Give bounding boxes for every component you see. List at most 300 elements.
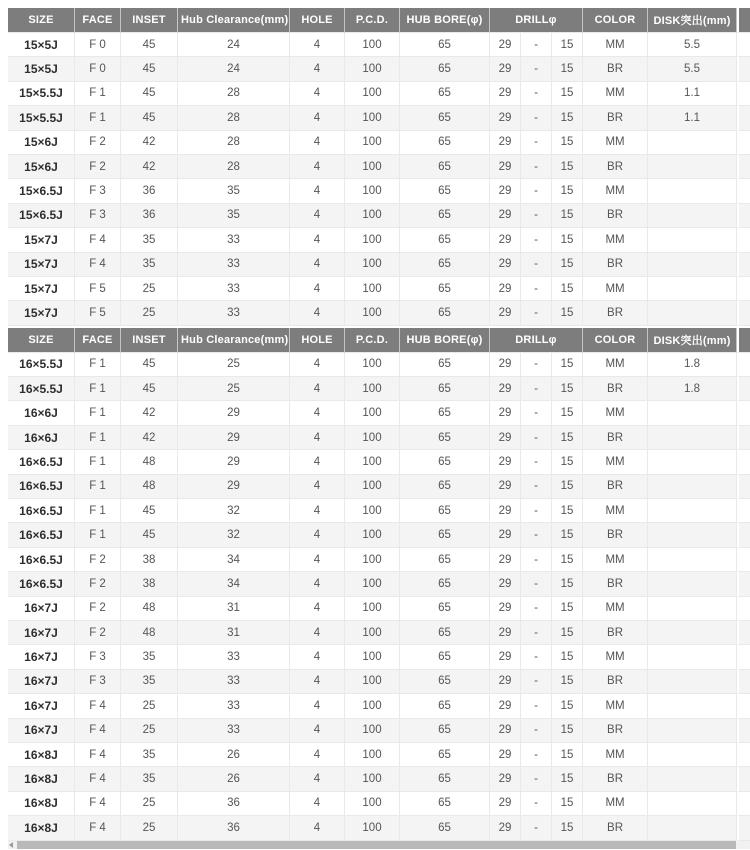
cut-off-cell [737, 597, 750, 621]
cell: 100 [345, 179, 400, 203]
cell: 65 [400, 401, 490, 425]
cut-off-cell [737, 523, 750, 547]
size-cell: 16×6.5J [8, 572, 75, 596]
cell: BR [583, 57, 648, 81]
cell: BR [583, 523, 648, 547]
cell: 100 [345, 377, 400, 401]
cell [648, 743, 737, 767]
cell: F 1 [75, 499, 121, 523]
cell: 36 [121, 204, 178, 228]
cell: 45 [121, 82, 178, 106]
cell: 4 [290, 106, 345, 130]
cell: 36 [178, 816, 290, 840]
table-row [8, 353, 750, 377]
cell: 38 [121, 572, 178, 596]
cell: 100 [345, 401, 400, 425]
column-header: Hub Clearance(mm) [178, 328, 290, 353]
size-cell: 16×8J [8, 792, 75, 816]
size-cell: 16×5.5J [8, 377, 75, 401]
cell: 4 [290, 792, 345, 816]
cell: 100 [345, 301, 400, 325]
cut-off-cell [737, 179, 750, 203]
size-cell: 15×7J [8, 253, 75, 277]
cell: F 2 [75, 597, 121, 621]
cell: F 3 [75, 670, 121, 694]
cell: MM [583, 597, 648, 621]
cell: F 2 [75, 572, 121, 596]
cell: 100 [345, 645, 400, 669]
cell: 15 [552, 767, 583, 791]
cell: F 4 [75, 767, 121, 791]
cell: 4 [290, 499, 345, 523]
cell: 33 [178, 301, 290, 325]
cell: - [521, 816, 552, 840]
cell: 100 [345, 57, 400, 81]
cell: 28 [178, 106, 290, 130]
cell: 29 [490, 179, 521, 203]
cell: 25 [121, 277, 178, 301]
cell: 4 [290, 228, 345, 252]
cell: MM [583, 33, 648, 57]
cell: 29 [490, 572, 521, 596]
cell: F 1 [75, 523, 121, 547]
cell: 4 [290, 719, 345, 743]
cell: 33 [178, 277, 290, 301]
table-row [8, 743, 750, 767]
cell: - [521, 253, 552, 277]
cut-off-cell [737, 33, 750, 57]
table-row [8, 719, 750, 743]
cut-off-cell [737, 253, 750, 277]
cell: 15 [552, 401, 583, 425]
cell: 15 [552, 450, 583, 474]
cell [648, 645, 737, 669]
cell: 29 [490, 401, 521, 425]
column-header: HUB BORE(φ) [400, 328, 490, 353]
cut-off-column-header [737, 328, 750, 353]
cell: 5.5 [648, 33, 737, 57]
cell: 15 [552, 694, 583, 718]
table-row [8, 179, 750, 203]
cell: 29 [490, 694, 521, 718]
table-row [8, 499, 750, 523]
cell: 25 [121, 301, 178, 325]
cell: - [521, 353, 552, 377]
cell: 25 [121, 816, 178, 840]
cell: 15 [552, 179, 583, 203]
cut-off-cell [737, 767, 750, 791]
cell: 15 [552, 572, 583, 596]
cell: 29 [490, 253, 521, 277]
cell: - [521, 179, 552, 203]
size-cell: 16×8J [8, 767, 75, 791]
cell: 1.1 [648, 82, 737, 106]
cell: 100 [345, 204, 400, 228]
cell: 65 [400, 499, 490, 523]
cell: - [521, 670, 552, 694]
cell: 45 [121, 57, 178, 81]
scrollbar-thumb[interactable] [17, 841, 736, 849]
cell: 4 [290, 645, 345, 669]
cell: 36 [121, 179, 178, 203]
cell: 4 [290, 179, 345, 203]
cell: MM [583, 792, 648, 816]
cell: 100 [345, 548, 400, 572]
cut-off-cell [737, 106, 750, 130]
cell [648, 179, 737, 203]
size-cell: 16×7J [8, 694, 75, 718]
cell [648, 277, 737, 301]
cell: - [521, 277, 552, 301]
cell: 100 [345, 621, 400, 645]
cut-off-cell [737, 131, 750, 155]
cell: F 4 [75, 743, 121, 767]
cell: MM [583, 228, 648, 252]
cell: 4 [290, 743, 345, 767]
cell: 100 [345, 572, 400, 596]
cut-off-cell [737, 155, 750, 179]
cell: 4 [290, 33, 345, 57]
cell: 4 [290, 475, 345, 499]
cell: 100 [345, 82, 400, 106]
cell: 4 [290, 277, 345, 301]
cell: 4 [290, 694, 345, 718]
cell: MM [583, 499, 648, 523]
cell: 65 [400, 426, 490, 450]
cell: 100 [345, 131, 400, 155]
scrollbar-left-arrow-icon[interactable] [9, 842, 13, 848]
cell: F 0 [75, 33, 121, 57]
cell: 100 [345, 597, 400, 621]
cell: 100 [345, 253, 400, 277]
size-cell: 15×6.5J [8, 204, 75, 228]
cell: 4 [290, 572, 345, 596]
cell: 100 [345, 155, 400, 179]
cut-off-cell [737, 670, 750, 694]
table-row [8, 523, 750, 547]
cell: 29 [490, 33, 521, 57]
column-header: P.C.D. [345, 8, 400, 33]
cell: 25 [121, 694, 178, 718]
cell: 29 [490, 621, 521, 645]
cell: - [521, 767, 552, 791]
cell: 25 [178, 377, 290, 401]
cut-off-cell [737, 572, 750, 596]
cell: 29 [490, 353, 521, 377]
cell: - [521, 499, 552, 523]
cell: 4 [290, 816, 345, 840]
size-cell: 16×6.5J [8, 450, 75, 474]
cell: 29 [490, 475, 521, 499]
cut-off-cell [737, 57, 750, 81]
cut-off-cell [737, 450, 750, 474]
column-header: DISK突出(mm) [648, 328, 737, 353]
cut-off-cell [737, 548, 750, 572]
cell: 15 [552, 57, 583, 81]
cell: 4 [290, 401, 345, 425]
size-cell: 15×6J [8, 155, 75, 179]
cut-off-column-header [737, 8, 750, 33]
cell: 100 [345, 33, 400, 57]
cell: 15 [552, 719, 583, 743]
cell [648, 816, 737, 840]
table-row [8, 277, 750, 301]
cell: 15 [552, 204, 583, 228]
cell: 100 [345, 743, 400, 767]
cell [648, 204, 737, 228]
cell: 4 [290, 426, 345, 450]
cell: 65 [400, 301, 490, 325]
cell: 4 [290, 301, 345, 325]
cell: MM [583, 82, 648, 106]
cell: 15 [552, 743, 583, 767]
table-row [8, 475, 750, 499]
cell [648, 767, 737, 791]
cell: 35 [121, 228, 178, 252]
cell: 65 [400, 475, 490, 499]
size-cell: 16×7J [8, 597, 75, 621]
column-header: SIZE [8, 328, 75, 353]
cell: 36 [178, 792, 290, 816]
size-cell: 15×7J [8, 277, 75, 301]
table-row [8, 450, 750, 474]
cell: 15 [552, 253, 583, 277]
cell: - [521, 82, 552, 106]
cell [648, 597, 737, 621]
cut-off-cell [737, 301, 750, 325]
cell [648, 228, 737, 252]
cell: 29 [490, 499, 521, 523]
cell: 100 [345, 450, 400, 474]
cell: 29 [490, 743, 521, 767]
cell: 65 [400, 719, 490, 743]
cell: F 1 [75, 106, 121, 130]
cell: 100 [345, 694, 400, 718]
cell: BR [583, 106, 648, 130]
cut-off-cell [737, 499, 750, 523]
cell: F 5 [75, 301, 121, 325]
cell: - [521, 572, 552, 596]
cell: 45 [121, 523, 178, 547]
cell: 29 [490, 450, 521, 474]
cell: MM [583, 277, 648, 301]
cut-off-cell [737, 426, 750, 450]
size-cell: 15×6.5J [8, 179, 75, 203]
cell: 100 [345, 426, 400, 450]
cell: 15 [552, 523, 583, 547]
cell: 65 [400, 597, 490, 621]
cell: 100 [345, 353, 400, 377]
cell [648, 301, 737, 325]
table-row [8, 670, 750, 694]
cell: 29 [490, 816, 521, 840]
cell: BR [583, 253, 648, 277]
cell: 45 [121, 499, 178, 523]
table-row [8, 301, 750, 325]
cell: MM [583, 743, 648, 767]
cell [648, 670, 737, 694]
cell: 4 [290, 548, 345, 572]
cell [648, 253, 737, 277]
size-cell: 16×8J [8, 816, 75, 840]
cell [648, 401, 737, 425]
cell: 1.8 [648, 377, 737, 401]
cell: 29 [490, 228, 521, 252]
cell: 15 [552, 597, 583, 621]
cell: - [521, 621, 552, 645]
cell: 25 [121, 792, 178, 816]
cell: 100 [345, 670, 400, 694]
cell: MM [583, 450, 648, 474]
cell [648, 621, 737, 645]
cell: 31 [178, 621, 290, 645]
cell: F 4 [75, 816, 121, 840]
table-row [8, 426, 750, 450]
column-header: HUB BORE(φ) [400, 8, 490, 33]
cell: 45 [121, 377, 178, 401]
cell: F 0 [75, 57, 121, 81]
cut-off-cell [737, 694, 750, 718]
cell: 15 [552, 816, 583, 840]
cell: F 2 [75, 548, 121, 572]
cell: - [521, 719, 552, 743]
cell: 65 [400, 523, 490, 547]
cell: F 4 [75, 792, 121, 816]
cell: 65 [400, 155, 490, 179]
cell: 29 [490, 792, 521, 816]
cell: 4 [290, 767, 345, 791]
table-row [8, 228, 750, 252]
cell: F 1 [75, 353, 121, 377]
cell: 26 [178, 767, 290, 791]
table-row [8, 767, 750, 791]
table-row [8, 131, 750, 155]
cell: 24 [178, 33, 290, 57]
cell: 4 [290, 670, 345, 694]
size-cell: 15×5.5J [8, 106, 75, 130]
cut-off-cell [737, 377, 750, 401]
cell [648, 694, 737, 718]
cell: 65 [400, 645, 490, 669]
size-cell: 16×5.5J [8, 353, 75, 377]
cell: 33 [178, 228, 290, 252]
size-cell: 16×7J [8, 719, 75, 743]
cell: 65 [400, 743, 490, 767]
cell: 15 [552, 645, 583, 669]
cell: 15 [552, 792, 583, 816]
cell: 65 [400, 694, 490, 718]
column-header: FACE [75, 8, 121, 33]
cell: F 3 [75, 179, 121, 203]
column-header: FACE [75, 328, 121, 353]
cell: 28 [178, 131, 290, 155]
cell: - [521, 155, 552, 179]
cell [648, 523, 737, 547]
column-header: HOLE [290, 8, 345, 33]
cell [648, 131, 737, 155]
cell [648, 475, 737, 499]
cell: 29 [490, 155, 521, 179]
cell: 100 [345, 106, 400, 130]
cell: 15 [552, 548, 583, 572]
cell: 29 [490, 57, 521, 81]
cell: MM [583, 548, 648, 572]
size-cell: 16×7J [8, 670, 75, 694]
cell: 29 [490, 106, 521, 130]
cell: 4 [290, 523, 345, 547]
cut-off-cell [737, 621, 750, 645]
cell: 100 [345, 792, 400, 816]
cell: - [521, 743, 552, 767]
table-row [8, 253, 750, 277]
size-cell: 16×6.5J [8, 499, 75, 523]
cell: 29 [490, 204, 521, 228]
cut-off-cell [737, 353, 750, 377]
cell: 15 [552, 131, 583, 155]
table-row [8, 597, 750, 621]
cell: 33 [178, 719, 290, 743]
horizontal-scrollbar[interactable] [8, 841, 750, 849]
table-row [8, 792, 750, 816]
column-header: HOLE [290, 328, 345, 353]
cell: 35 [121, 670, 178, 694]
cell: 33 [178, 645, 290, 669]
cell: F 4 [75, 694, 121, 718]
cell: 25 [178, 353, 290, 377]
cell: 15 [552, 33, 583, 57]
cut-off-cell [737, 401, 750, 425]
cell: 34 [178, 572, 290, 596]
table-row [8, 377, 750, 401]
cell: 100 [345, 277, 400, 301]
cell: - [521, 645, 552, 669]
cell: 29 [490, 719, 521, 743]
column-header: COLOR [583, 8, 648, 33]
cell: 48 [121, 450, 178, 474]
cell: 29 [490, 377, 521, 401]
cell: 29 [178, 401, 290, 425]
cell: BR [583, 377, 648, 401]
cell: 65 [400, 131, 490, 155]
cell: 45 [121, 353, 178, 377]
cell: MM [583, 401, 648, 425]
cell: F 3 [75, 645, 121, 669]
cell: 31 [178, 597, 290, 621]
cell: 42 [121, 131, 178, 155]
table-row [8, 816, 750, 840]
cell: F 1 [75, 450, 121, 474]
cell: - [521, 475, 552, 499]
cell: 65 [400, 816, 490, 840]
cell: 1.1 [648, 106, 737, 130]
cell: 38 [121, 548, 178, 572]
column-header: Hub Clearance(mm) [178, 8, 290, 33]
cell: - [521, 450, 552, 474]
cell: 29 [490, 277, 521, 301]
cell [648, 155, 737, 179]
cell: 15 [552, 377, 583, 401]
cell: BR [583, 155, 648, 179]
cell: 29 [490, 670, 521, 694]
cell: - [521, 33, 552, 57]
cell: - [521, 106, 552, 130]
cell: 100 [345, 719, 400, 743]
size-cell: 15×5J [8, 57, 75, 81]
cell: BR [583, 475, 648, 499]
cut-off-cell [737, 645, 750, 669]
cell: - [521, 57, 552, 81]
cut-off-cell [737, 204, 750, 228]
